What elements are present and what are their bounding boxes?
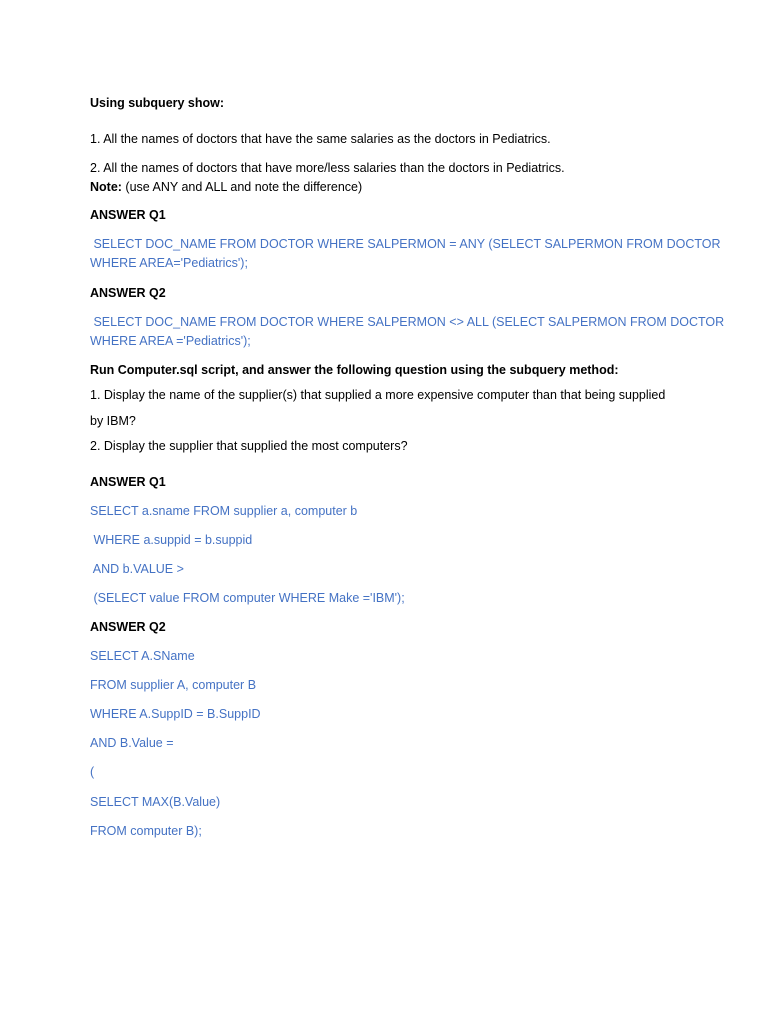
computer-answer-q2-code-line: SELECT MAX(B.Value) — [90, 795, 221, 809]
computer-answer-q1-code-line: (SELECT value FROM computer WHERE Make ='IBM'); — [90, 591, 405, 605]
question-1: 1. All the names of doctors that have the same salaries as the doctors in Pediatrics. — [90, 132, 551, 146]
note-label: Note: — [90, 180, 122, 194]
computer-answer-q1-code-line: SELECT a.sname FROM supplier a, computer b — [90, 504, 358, 518]
answer-q1-code-line-1: SELECT DOC_NAME FROM DOCTOR WHERE SALPERMON = ANY (SELECT SALPERMON FROM DOCTOR — [90, 237, 721, 251]
computer-question-2: 2. Display the supplier that supplied the most computers? — [90, 439, 408, 453]
computer-answer-q2-heading: ANSWER Q2 — [90, 620, 166, 634]
note-text: (use ANY and ALL and note the difference) — [121, 180, 363, 194]
computer-question-1-line-2: by IBM? — [90, 414, 136, 428]
subquery-heading: Using subquery show: — [90, 96, 225, 110]
answer-q2-heading: ANSWER Q2 — [90, 286, 166, 300]
computer-answer-q2-code-line: FROM supplier A, computer B — [90, 678, 257, 692]
computer-sql-heading: Run Computer.sql script, and answer the following question using the subquery method: — [90, 363, 619, 377]
note-line — [90, 179, 362, 195]
computer-answer-q2-code-line: WHERE A.SuppID = B.SuppID — [90, 707, 261, 721]
computer-answer-q1-code-line: AND b.VALUE > — [90, 562, 184, 576]
computer-answer-q2-code-line: SELECT A.SName — [90, 649, 195, 663]
computer-answer-q2-code-line: FROM computer B); — [90, 824, 202, 838]
computer-answer-q2-code-line: ( — [90, 765, 95, 779]
answer-q1-heading: ANSWER Q1 — [90, 208, 166, 222]
computer-answer-q1-code-line: WHERE a.suppid = b.suppid — [90, 533, 253, 547]
question-2: 2. All the names of doctors that have more/less salaries than the doctors in Pediatrics. — [90, 161, 565, 175]
computer-answer-q1-heading: ANSWER Q1 — [90, 475, 166, 489]
computer-question-1-line-1: 1. Display the name of the supplier(s) that supplied a more expensive computer than that being supplied — [90, 388, 666, 402]
answer-q2-code-line-1: SELECT DOC_NAME FROM DOCTOR WHERE SALPERMON <> ALL (SELECT SALPERMON FROM DOCTOR — [90, 315, 725, 329]
computer-answer-q2-code-line: AND B.Value = — [90, 736, 174, 750]
answer-q2-code-line-2: WHERE AREA ='Pediatrics'); — [90, 334, 251, 348]
answer-q1-code-line-2: WHERE AREA='Pediatrics'); — [90, 256, 248, 270]
